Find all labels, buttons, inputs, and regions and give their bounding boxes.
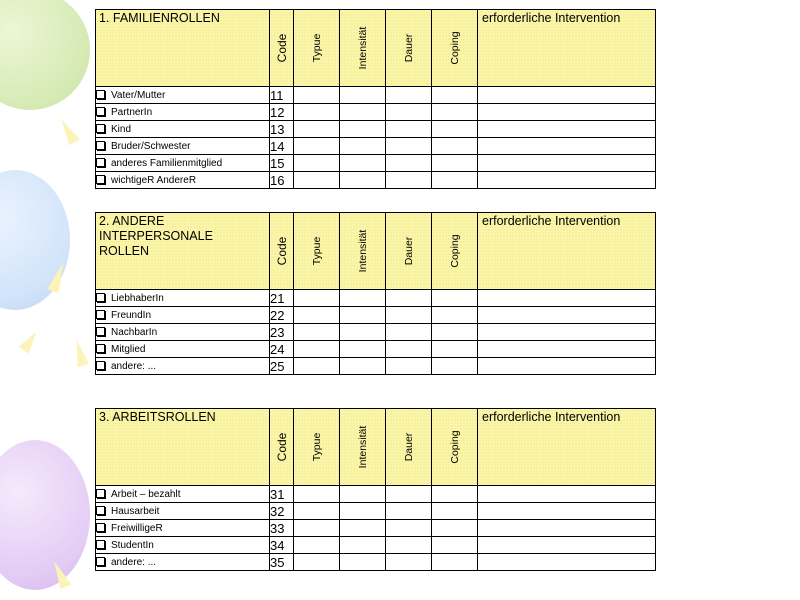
code-cell: 21 (270, 290, 294, 307)
column-label-code: Code (274, 432, 289, 462)
typ-cell[interactable] (294, 486, 340, 503)
coping-cell[interactable] (432, 358, 478, 375)
intervention-cell[interactable] (478, 104, 656, 121)
role-cell[interactable] (96, 138, 270, 155)
dauer-cell[interactable] (386, 503, 432, 520)
intensitaet-cell[interactable] (340, 138, 386, 155)
code-cell: 13 (270, 121, 294, 138)
column-header-dauer (386, 213, 432, 290)
typ-cell[interactable] (294, 290, 340, 307)
column-label-dauer: Dauer (402, 33, 415, 63)
column-label-typ: Typue (310, 236, 323, 266)
column-label-typ: Typue (310, 432, 323, 462)
checkbox-icon[interactable] (96, 107, 105, 116)
role-label: Kind (111, 123, 132, 135)
table-row (96, 554, 656, 571)
role-label: Mitglied (111, 343, 146, 355)
intervention-cell[interactable] (478, 172, 656, 189)
typ-cell[interactable] (294, 554, 340, 571)
table-row (96, 341, 656, 358)
intervention-cell[interactable] (478, 358, 656, 375)
intensitaet-cell[interactable] (340, 520, 386, 537)
typ-cell[interactable] (294, 503, 340, 520)
table-row (96, 503, 656, 520)
coping-cell[interactable] (432, 554, 478, 571)
role-label: Vater/Mutter (111, 89, 166, 101)
column-header-code (270, 10, 294, 87)
intervention-cell[interactable] (478, 138, 656, 155)
intensitaet-cell[interactable] (340, 155, 386, 172)
typ-cell[interactable] (294, 121, 340, 138)
table-row (96, 537, 656, 554)
checkbox-icon[interactable] (96, 327, 105, 336)
balloon-decoration-purple (0, 440, 90, 590)
column-header-dauer (386, 10, 432, 87)
coping-cell[interactable] (432, 138, 478, 155)
dauer-cell[interactable] (386, 537, 432, 554)
dauer-cell[interactable] (386, 104, 432, 121)
column-header-code (270, 409, 294, 486)
section-table-familienrollen (95, 9, 656, 189)
role-cell[interactable] (96, 324, 270, 341)
intervention-cell[interactable] (478, 520, 656, 537)
typ-cell[interactable] (294, 341, 340, 358)
intensitaet-cell[interactable] (340, 341, 386, 358)
section-title: 1. FAMILIENROLLEN (99, 11, 220, 25)
role-label: StudentIn (111, 539, 154, 551)
intensitaet-cell[interactable] (340, 87, 386, 104)
intervention-cell[interactable] (478, 324, 656, 341)
typ-cell[interactable] (294, 138, 340, 155)
column-header-typ (294, 213, 340, 290)
coping-cell[interactable] (432, 486, 478, 503)
intervention-cell[interactable] (478, 341, 656, 358)
role-cell[interactable] (96, 87, 270, 104)
role-label: andere: ... (111, 360, 157, 372)
checkbox-icon[interactable] (96, 540, 105, 549)
column-label-intervention: erforderliche Intervention (482, 214, 621, 228)
code-cell: 31 (270, 486, 294, 503)
table-row (96, 520, 656, 537)
column-header-intervention (478, 409, 656, 486)
code-cell: 16 (270, 172, 294, 189)
role-label: Bruder/Schwester (111, 140, 191, 152)
checkbox-icon[interactable] (96, 523, 105, 532)
role-cell[interactable] (96, 121, 270, 138)
dauer-cell[interactable] (386, 324, 432, 341)
role-cell[interactable] (96, 307, 270, 324)
typ-cell[interactable] (294, 172, 340, 189)
section-title-cell (96, 409, 270, 486)
column-label-coping: Coping (448, 31, 461, 65)
role-cell[interactable] (96, 155, 270, 172)
role-cell[interactable] (96, 290, 270, 307)
role-label: anderes Familienmitglied (111, 157, 223, 169)
role-cell[interactable] (96, 486, 270, 503)
column-label-intervention: erforderliche Intervention (482, 410, 621, 424)
table-row (96, 138, 656, 155)
table-row (96, 358, 656, 375)
typ-cell[interactable] (294, 307, 340, 324)
coping-cell[interactable] (432, 172, 478, 189)
table-row (96, 307, 656, 324)
code-cell: 24 (270, 341, 294, 358)
checkbox-icon[interactable] (96, 489, 105, 498)
column-header-coping (432, 10, 478, 87)
checkbox-icon[interactable] (96, 344, 105, 353)
column-header-typ (294, 10, 340, 87)
balloon-decoration-green (0, 0, 90, 110)
column-label-coping: Coping (448, 234, 461, 268)
coping-cell[interactable] (432, 324, 478, 341)
checkbox-icon[interactable] (96, 124, 105, 133)
checkbox-icon[interactable] (96, 310, 105, 319)
column-label-intensitaet: Intensität (356, 425, 369, 469)
intervention-cell[interactable] (478, 121, 656, 138)
intensitaet-cell[interactable] (340, 290, 386, 307)
dauer-cell[interactable] (386, 307, 432, 324)
dauer-cell[interactable] (386, 341, 432, 358)
table-row (96, 172, 656, 189)
column-label-intervention: erforderliche Intervention (482, 11, 621, 25)
typ-cell[interactable] (294, 324, 340, 341)
table-row (96, 486, 656, 503)
role-label: NachbarIn (111, 326, 158, 338)
role-cell[interactable] (96, 520, 270, 537)
coping-cell[interactable] (432, 503, 478, 520)
role-label: FreundIn (111, 309, 152, 321)
column-header-typ (294, 409, 340, 486)
column-header-intensitaet (340, 213, 386, 290)
table-row (96, 104, 656, 121)
role-label: Hausarbeit (111, 505, 160, 517)
column-header-intervention (478, 213, 656, 290)
intervention-cell[interactable] (478, 307, 656, 324)
dauer-cell[interactable] (386, 138, 432, 155)
ray-decoration (19, 329, 41, 354)
column-header-intensitaet (340, 409, 386, 486)
table-row (96, 324, 656, 341)
column-label-code: Code (274, 33, 289, 63)
intervention-cell[interactable] (478, 554, 656, 571)
role-label: FreiwilligeR (111, 522, 163, 534)
column-label-intensitaet: Intensität (356, 26, 369, 70)
column-label-dauer: Dauer (402, 236, 415, 266)
column-header-coping (432, 213, 478, 290)
dauer-cell[interactable] (386, 121, 432, 138)
code-cell: 11 (270, 87, 294, 104)
role-cell[interactable] (96, 172, 270, 189)
role-label: Arbeit – bezahlt (111, 488, 181, 500)
typ-cell[interactable] (294, 155, 340, 172)
table-row (96, 290, 656, 307)
code-cell: 23 (270, 324, 294, 341)
dauer-cell[interactable] (386, 87, 432, 104)
column-label-dauer: Dauer (402, 432, 415, 462)
section-table-interpersonale-rollen (95, 212, 656, 375)
column-header-code (270, 213, 294, 290)
intensitaet-cell[interactable] (340, 172, 386, 189)
dauer-cell[interactable] (386, 486, 432, 503)
code-cell: 33 (270, 520, 294, 537)
typ-cell[interactable] (294, 87, 340, 104)
role-cell[interactable] (96, 554, 270, 571)
coping-cell[interactable] (432, 104, 478, 121)
dauer-cell[interactable] (386, 358, 432, 375)
checkbox-icon[interactable] (96, 293, 105, 302)
code-cell: 25 (270, 358, 294, 375)
checkbox-icon[interactable] (96, 158, 105, 167)
checkbox-icon[interactable] (96, 361, 105, 370)
role-label: PartnerIn (111, 106, 153, 118)
coping-cell[interactable] (432, 155, 478, 172)
code-cell: 34 (270, 537, 294, 554)
section-title: 3. ARBEITSROLLEN (99, 410, 216, 424)
dauer-cell[interactable] (386, 155, 432, 172)
table-row (96, 87, 656, 104)
checkbox-icon[interactable] (96, 506, 105, 515)
checkbox-icon[interactable] (96, 557, 105, 566)
code-cell: 22 (270, 307, 294, 324)
coping-cell[interactable] (432, 537, 478, 554)
typ-cell[interactable] (294, 104, 340, 121)
table-row (96, 121, 656, 138)
section-title-cell (96, 10, 270, 87)
checkbox-icon[interactable] (96, 141, 105, 150)
column-header-dauer (386, 409, 432, 486)
code-cell: 15 (270, 155, 294, 172)
table-row (96, 155, 656, 172)
role-cell[interactable] (96, 537, 270, 554)
typ-cell[interactable] (294, 358, 340, 375)
intervention-cell[interactable] (478, 87, 656, 104)
role-cell[interactable] (96, 358, 270, 375)
coping-cell[interactable] (432, 341, 478, 358)
intensitaet-cell[interactable] (340, 503, 386, 520)
dauer-cell[interactable] (386, 290, 432, 307)
section-table-arbeitsrollen (95, 408, 656, 571)
coping-cell[interactable] (432, 87, 478, 104)
intensitaet-cell[interactable] (340, 104, 386, 121)
dauer-cell[interactable] (386, 520, 432, 537)
column-label-code: Code (274, 236, 289, 266)
intervention-cell[interactable] (478, 155, 656, 172)
role-label: LiebhaberIn (111, 292, 164, 304)
intensitaet-cell[interactable] (340, 486, 386, 503)
column-header-intensitaet (340, 10, 386, 87)
ray-decoration (71, 339, 89, 367)
intensitaet-cell[interactable] (340, 324, 386, 341)
coping-cell[interactable] (432, 290, 478, 307)
checkbox-icon[interactable] (96, 175, 105, 184)
column-label-intensitaet: Intensität (356, 229, 369, 273)
column-label-typ: Typue (310, 33, 323, 63)
intensitaet-cell[interactable] (340, 121, 386, 138)
column-label-coping: Coping (448, 430, 461, 464)
intervention-cell[interactable] (478, 486, 656, 503)
coping-cell[interactable] (432, 520, 478, 537)
role-label: wichtigeR AndereR (111, 174, 197, 186)
intensitaet-cell[interactable] (340, 307, 386, 324)
intensitaet-cell[interactable] (340, 537, 386, 554)
ray-decoration (56, 117, 79, 146)
intervention-cell[interactable] (478, 503, 656, 520)
coping-cell[interactable] (432, 121, 478, 138)
coping-cell[interactable] (432, 307, 478, 324)
typ-cell[interactable] (294, 520, 340, 537)
dauer-cell[interactable] (386, 172, 432, 189)
role-label: andere: ... (111, 556, 157, 568)
code-cell: 35 (270, 554, 294, 571)
role-cell[interactable] (96, 341, 270, 358)
column-header-coping (432, 409, 478, 486)
typ-cell[interactable] (294, 537, 340, 554)
code-cell: 14 (270, 138, 294, 155)
role-cell[interactable] (96, 104, 270, 121)
section-title-cell (96, 213, 270, 290)
intensitaet-cell[interactable] (340, 358, 386, 375)
role-cell[interactable] (96, 503, 270, 520)
intervention-cell[interactable] (478, 537, 656, 554)
intervention-cell[interactable] (478, 290, 656, 307)
code-cell: 12 (270, 104, 294, 121)
dauer-cell[interactable] (386, 554, 432, 571)
checkbox-icon[interactable] (96, 90, 105, 99)
column-header-intervention (478, 10, 656, 87)
code-cell: 32 (270, 503, 294, 520)
intensitaet-cell[interactable] (340, 554, 386, 571)
section-title: 2. ANDERE INTERPERSONALE ROLLEN (99, 214, 213, 258)
